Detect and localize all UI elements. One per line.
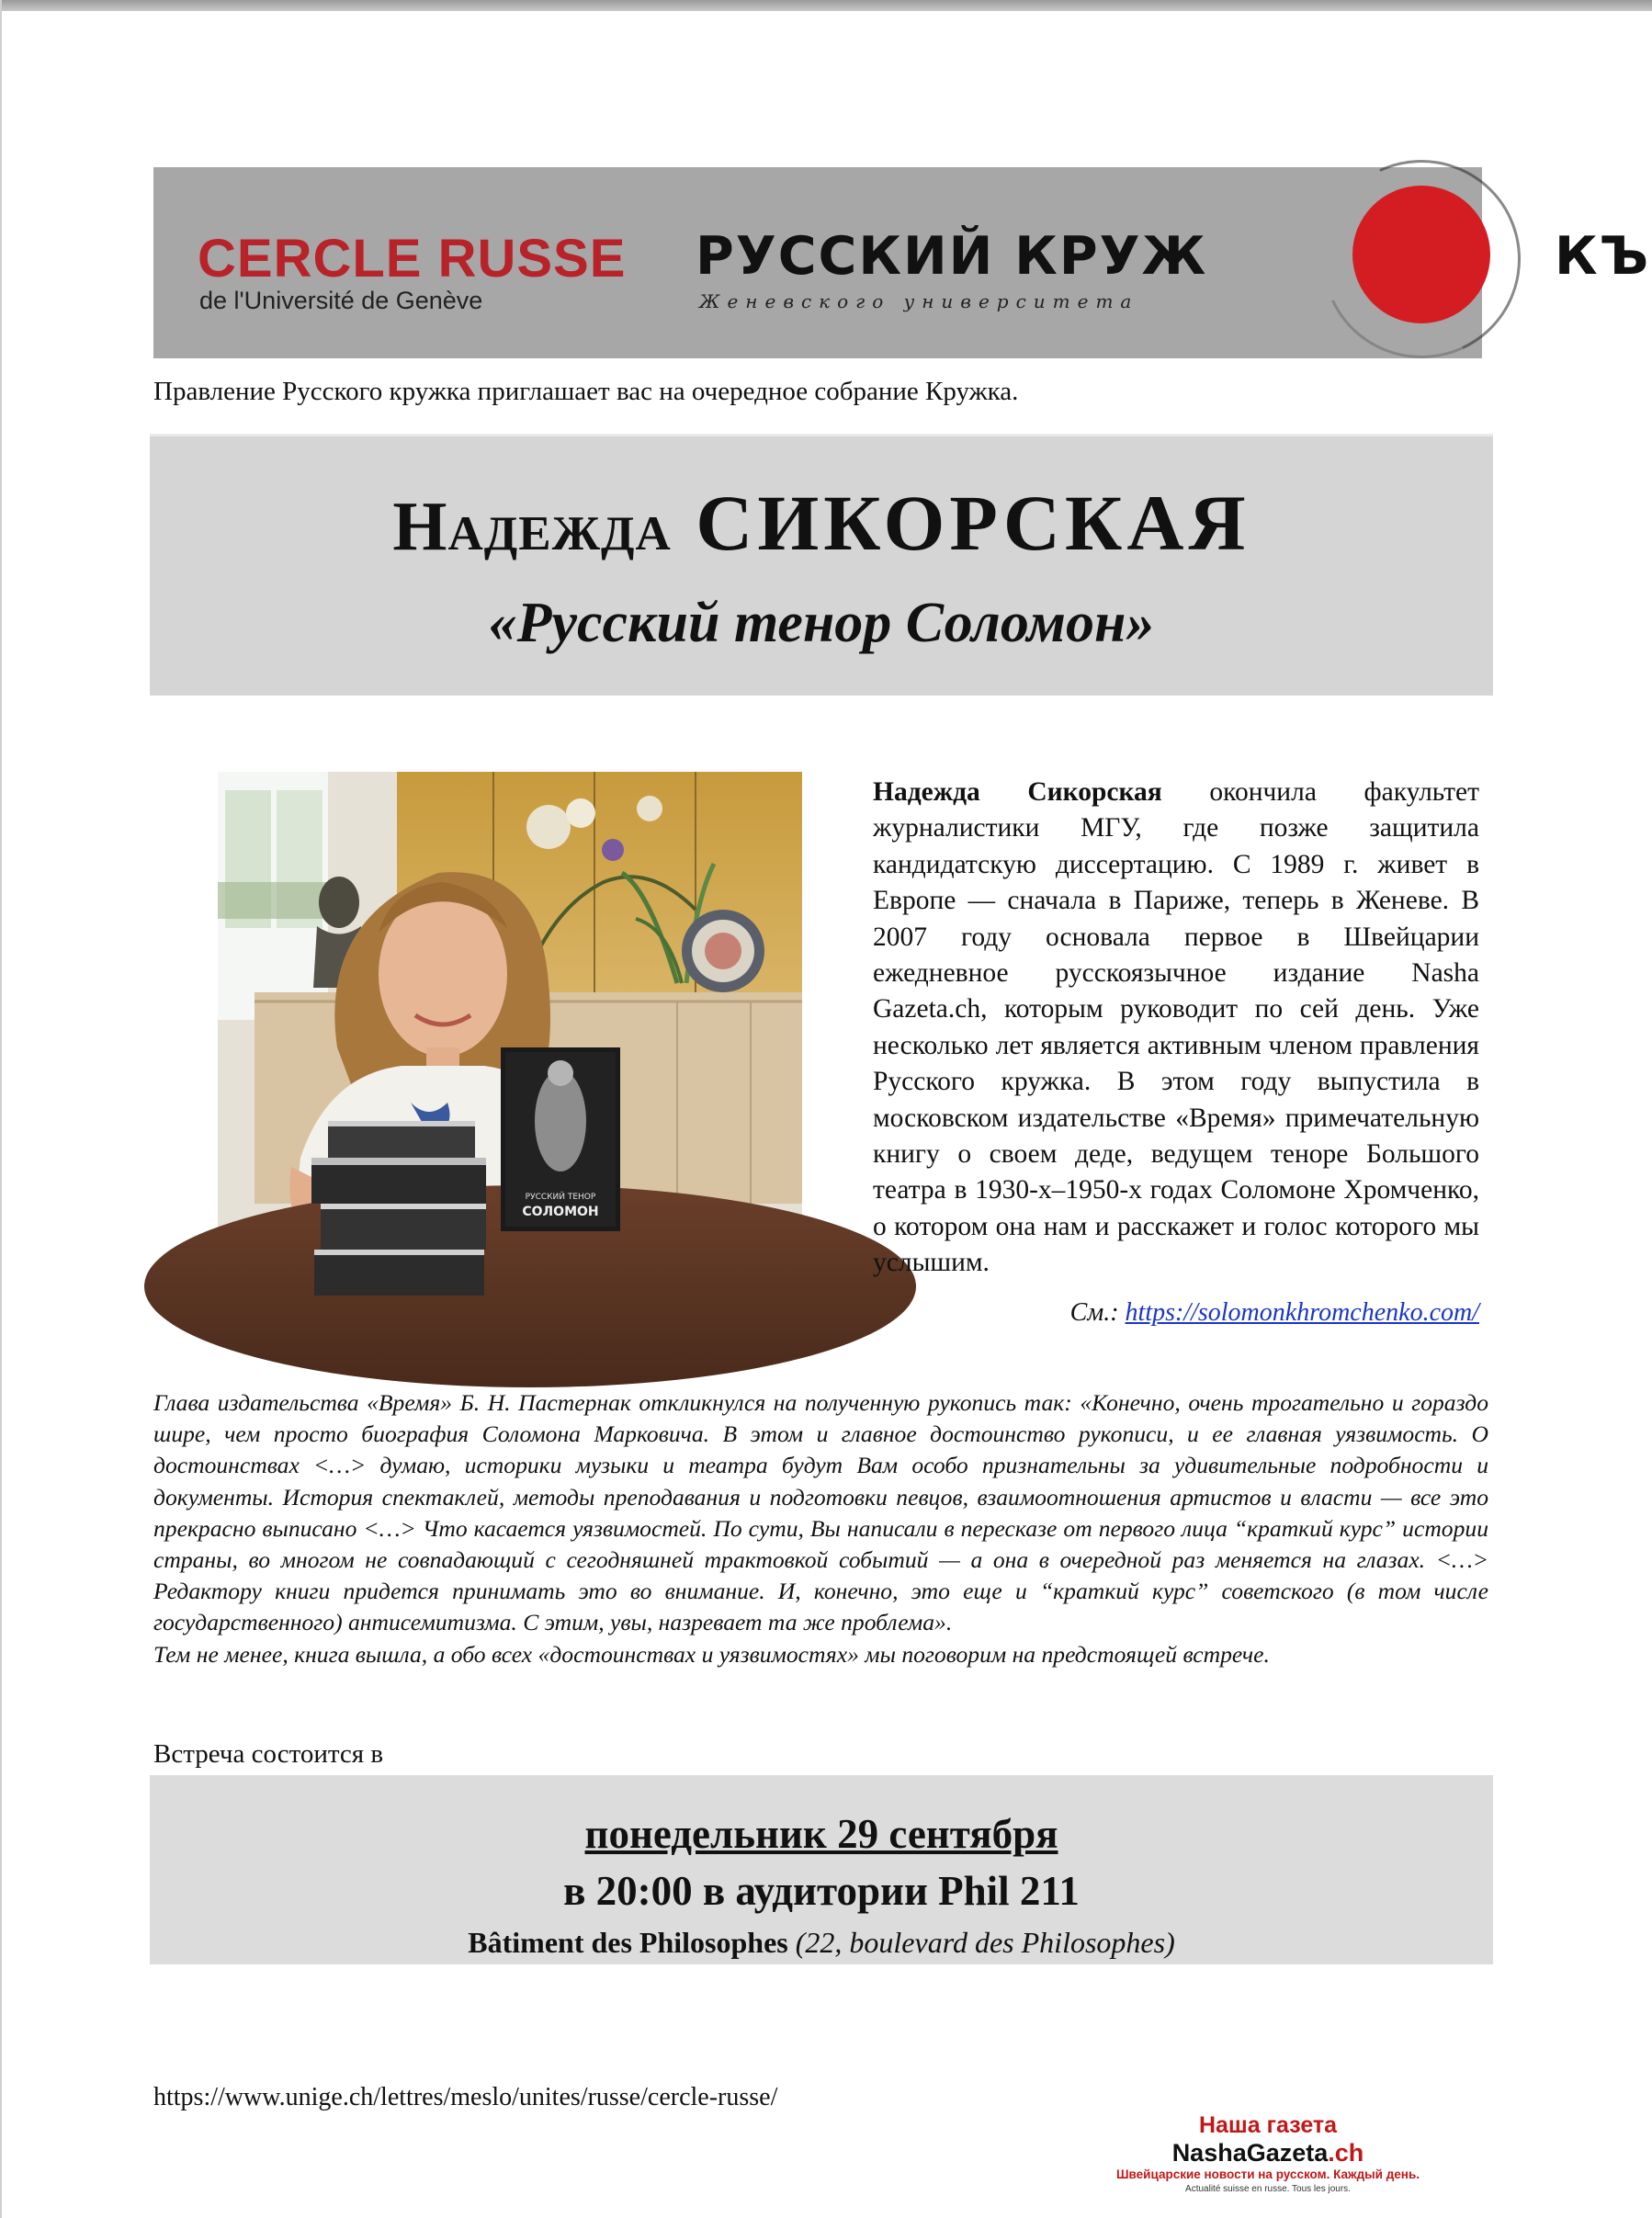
book-cover-line2: СОЛОМОН <box>522 1205 599 1219</box>
logo-tagline-fr: Actualité suisse en russe. Tous les jours. <box>1185 2184 1351 2194</box>
book-cover-line1: РУССКИЙ ТЕНОР <box>525 1193 596 1202</box>
publisher-quote <box>153 1387 1488 1670</box>
logo-brand: NashaGazeta <box>1171 2139 1329 2167</box>
banner-russian-title-main: РУССКИЙ КРУЖ <box>696 226 1208 287</box>
speaker-bio <box>873 775 1479 1282</box>
website-link[interactable]: https://solomonkhromchenko.com/ <box>1125 1298 1479 1327</box>
logo-tagline: Швейцарские новости на русском. Каждый день. <box>1115 2167 1420 2181</box>
quote-conclusion: Тем не менее, книга вышла, а обо всех «достоинствах и уязвимостях» мы поговорим на предстоящей встрече. <box>153 1640 1270 1668</box>
speaker-last-name: СИКОРСКАЯ <box>696 479 1250 567</box>
meeting-building: Bâtiment des Philosophes <box>468 1926 788 1959</box>
nasha-gazeta-logo <box>1093 2111 1443 2212</box>
intro-line: Правление Русского кружка приглашает вас на очередное собрание Кружка. <box>153 377 1019 406</box>
speaker-first-name: Надежда <box>392 488 672 565</box>
quote-paragraph: Глава издательства «Время» Б. Н. Пастернак откликнулся на полученную рукопись так: «Конечно, очень трогательно и гораздо шире, чем просто биография Соломона Марковича. В этом и главное достоинство рукописи, и ее главная уязвимость. О достоинствах <…> думаю, историки музыки и театра будут Вам особо признательны за удивительные подробности и документы. История спектаклей, методы преподавания и подготовки певцов, взаимоотношения артистов и власти — все это прекрасно выписано <…> Что касается уязвимостей. По сути, Вы написали в пересказе от первого лица “краткий курс” истории страны, во многом не совпадающий с сегодняшней трактовкой событий — а она в очередной раз меняется на глазах. <…> Редактору книги придется принимать это во внимание. И, конечно, это еще и “краткий курс” советского (в том числе государственного) антисемитизма. С этим, увы, назревает та же проблема». <box>153 1389 1488 1636</box>
page-left-edge <box>0 0 2 2218</box>
meeting-time: в 20:00 в аудитории Phil 211 <box>563 1868 1080 1914</box>
logo-line2 <box>1093 2139 1443 2167</box>
meeting-date: понедельник 29 сентября <box>584 1811 1058 1857</box>
window-top-bar <box>0 0 1652 11</box>
brush-ring-icon <box>1295 132 1549 387</box>
title-block <box>150 434 1493 696</box>
book-title: «Русский тенор Соломон» <box>488 592 1155 654</box>
see-label: См.: <box>1069 1298 1119 1327</box>
bio-text: окончила факультет журналистики МГУ, где позже защитила кандидатскую диссертацию. С 1989 г. живет в Европе — сначала в Париже, теперь в Женеве. В 2007 году основала первое в Швейцарии ежедневное русскоязычное издание Nasha Gazeta.ch, которым руководит по сей день. Уже несколько лет является активным членом правления Русского кружка. В этом году выпустила в московском издательстве «Время» примечательную книгу о своем деде, ведущем теноре Большого театра в 1930-х–1950-х годах Соломоне Хромченко, о котором она нам и расскажет и голос которого мы услышим. <box>873 777 1479 1278</box>
speaker-photo-illustration <box>218 772 802 1338</box>
banner-russian-title <box>696 226 1651 287</box>
footer-url[interactable]: https://www.unige.ch/lettres/meslo/unites/russe/cercle-russe/ <box>153 2083 778 2111</box>
speaker-name <box>150 477 1493 569</box>
banner-russian-subtitle: Женевского университета <box>699 290 1139 312</box>
banner-french-title: CERCLE RUSSE <box>198 229 627 289</box>
book-cover-icon <box>501 1047 620 1231</box>
book-stack-icon <box>311 1121 486 1296</box>
bio-name: Надежда Сикорская <box>873 777 1162 807</box>
logo-tld: .ch <box>1328 2139 1364 2167</box>
see-also <box>873 1298 1479 1328</box>
header-banner <box>153 167 1651 358</box>
banner-russian-title-tail: КЪ <box>1555 226 1651 287</box>
meeting-address: (22, boulevard des Philosophes) <box>795 1926 1175 1959</box>
meeting-place <box>150 1926 1493 1960</box>
banner-french-subtitle: de l'Université de Genève <box>199 287 483 314</box>
logo-line1: Наша газета <box>1198 2112 1338 2138</box>
meeting-block <box>150 1775 1493 1964</box>
speaker-photo <box>218 772 802 1338</box>
meeting-intro: Встреча состоится в <box>153 1739 384 1769</box>
